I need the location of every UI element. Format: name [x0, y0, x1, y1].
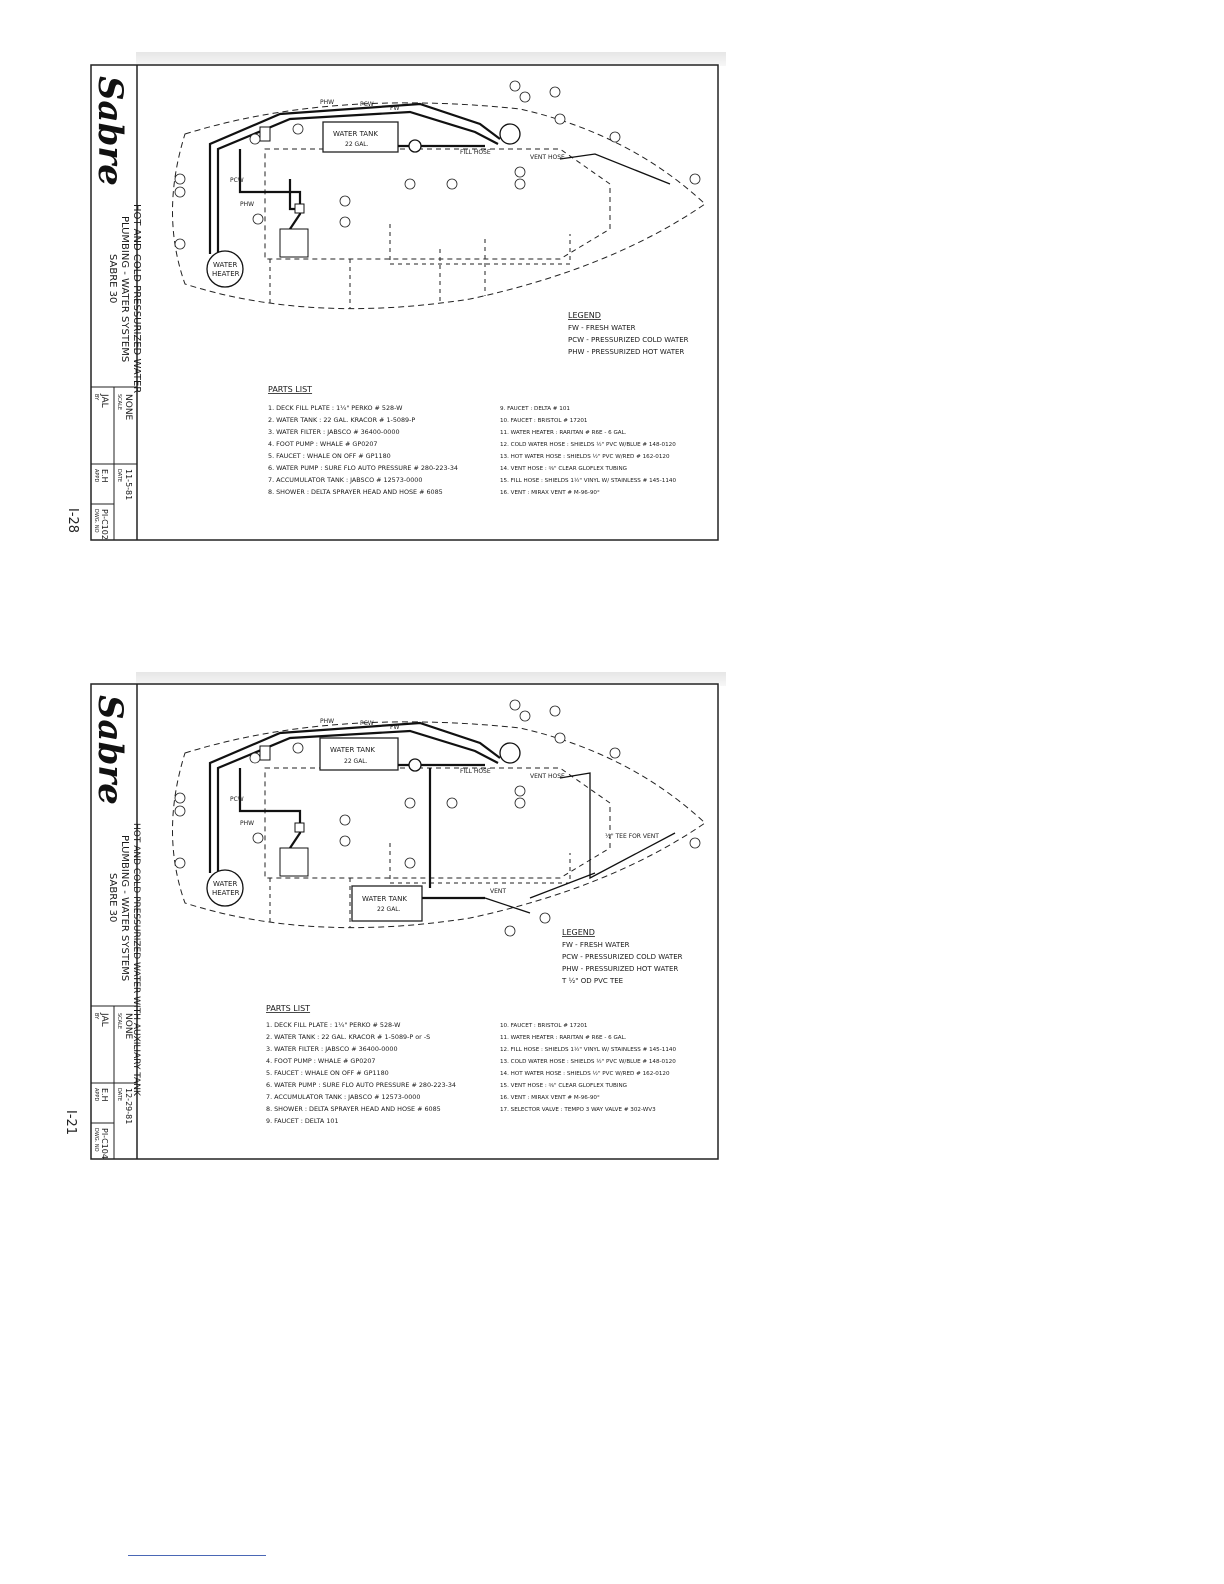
svg-text:22 GAL.: 22 GAL. — [344, 758, 368, 765]
part-item: 2. WATER TANK : 22 GAL. KRACOR # 1-5089-P — [268, 416, 416, 424]
part-item: 6. WATER PUMP : SURE FLO AUTO PRESSURE # 280-223-34 — [268, 464, 458, 472]
title-line-1: SABRE 30 — [107, 254, 118, 304]
svg-text:VENT: VENT — [490, 888, 507, 895]
svg-text:SCALE: SCALE — [116, 1013, 122, 1030]
svg-text:FILL HOSE: FILL HOSE — [460, 149, 491, 156]
part-item: 10. FAUCET : BRISTOL # 17201 — [500, 418, 588, 424]
svg-text:LEGEND: LEGEND — [562, 928, 595, 937]
svg-text:PARTS LIST: PARTS LIST — [268, 385, 313, 394]
svg-text:VENT HOSE: VENT HOSE — [530, 773, 565, 780]
svg-text:HEATER: HEATER — [212, 270, 240, 278]
water-heater-icon — [207, 251, 243, 287]
svg-text:DATE: DATE — [116, 1088, 122, 1102]
scale-value: NONE — [123, 1013, 133, 1040]
svg-text:DWG. NO: DWG. NO — [93, 509, 99, 533]
part-item: 11. WATER HEATER : RARITAN # R6E - 6 GAL. — [500, 430, 627, 436]
part-item: 16. VENT : MIRAX VENT # M-96-90° — [500, 490, 600, 496]
drawn-by: JAL — [99, 394, 109, 408]
drawn-by: JAL — [99, 1013, 109, 1027]
title-line-2: PLUMBING - WATER SYSTEMS — [119, 216, 130, 363]
part-item: 4. FOOT PUMP : WHALE # GP0207 — [266, 1057, 376, 1065]
svg-text:PCW: PCW — [360, 101, 374, 108]
svg-text:22 GAL.: 22 GAL. — [377, 906, 401, 913]
svg-text:PCW: PCW — [230, 796, 244, 803]
svg-text:WATER: WATER — [213, 880, 238, 888]
legend-item: PHW - PRESSURIZED HOT WATER — [562, 965, 679, 973]
title-line-1: SABRE 30 — [107, 873, 118, 923]
drawing-number: PI-C102 — [100, 509, 109, 540]
page-code: I-28 — [65, 508, 80, 534]
date-value: 12-29-81 — [124, 1088, 133, 1125]
svg-text:WATER TANK: WATER TANK — [330, 746, 375, 754]
title-line-3: HOT AND COLD PRESSURIZED WATER — [131, 204, 142, 394]
part-item: 12. FILL HOSE : SHIELDS 1½" VINYL W/ STAINLESS # 145-1140 — [500, 1047, 676, 1053]
filter-icon — [409, 140, 421, 152]
legend-item: T ½" OD PVC TEE — [562, 977, 624, 985]
legend-item: FW - FRESH WATER — [568, 324, 636, 332]
part-item: 1. DECK FILL PLATE : 1¼" PERKO # 528-W — [268, 404, 403, 412]
title-line-2: PLUMBING - WATER SYSTEMS — [119, 835, 130, 982]
legend-item: FW - FRESH WATER — [562, 941, 630, 949]
part-item: 12. COLD WATER HOSE : SHIELDS ½" PVC W/BLUE # 148-0120 — [500, 442, 676, 448]
svg-text:DWG. NO: DWG. NO — [93, 1128, 99, 1152]
svg-text:FW: FW — [390, 724, 400, 731]
drawing-number: PI-C104 — [100, 1128, 109, 1159]
water-heater-icon — [207, 870, 243, 906]
part-item: 9. FAUCET : DELTA 101 — [266, 1117, 339, 1125]
filter-icon — [409, 759, 421, 771]
svg-text:PHW: PHW — [240, 820, 255, 827]
part-item: 8. SHOWER : DELTA SPRAYER HEAD AND HOSE # 6085 — [268, 488, 443, 496]
deck-fill-icon — [500, 743, 520, 763]
scale-value: NONE — [123, 394, 133, 421]
svg-text:PHW: PHW — [320, 99, 335, 106]
svg-text:WATER: WATER — [213, 261, 238, 269]
svg-text:APPD: APPD — [93, 469, 99, 483]
svg-text:APPD: APPD — [93, 1088, 99, 1102]
part-item: 6. WATER PUMP : SURE FLO AUTO PRESSURE # 280-223-34 — [266, 1081, 456, 1089]
svg-text:FILL HOSE: FILL HOSE — [460, 768, 491, 775]
part-item: 8. SHOWER : DELTA SPRAYER HEAD AND HOSE # 6085 — [266, 1105, 441, 1113]
legend-item: PHW - PRESSURIZED HOT WATER — [568, 348, 685, 356]
part-item: 7. ACCUMULATOR TANK : JABSCO # 12573-0000 — [266, 1093, 421, 1101]
drawing-2-svg — [90, 683, 720, 1163]
brand-logo: Sabre — [90, 695, 130, 805]
part-item: 16. VENT : MIRAX VENT # M-96-90° — [500, 1095, 600, 1101]
foot-pump-icon — [295, 204, 304, 213]
approved-by: E.H — [100, 1088, 109, 1102]
legend-item: PCW - PRESSURIZED COLD WATER — [562, 953, 683, 961]
svg-text:LEGEND: LEGEND — [568, 311, 601, 320]
auxiliary-water-tank — [352, 886, 422, 921]
svg-text:WATER TANK: WATER TANK — [333, 130, 378, 138]
sink-icon — [280, 848, 308, 876]
part-item: 11. WATER HEATER : RARITAN # R6E - 6 GAL. — [500, 1035, 627, 1041]
part-item: 17. SELECTOR VALVE : TEMPO 3 WAY VALVE # 302-WV3 — [500, 1107, 656, 1113]
title-line-3: HOT AND COLD PRESSURIZED WATER WITH AUXILIARY TANK — [131, 823, 141, 1096]
part-item: 14. HOT WATER HOSE : SHIELDS ½" PVC W/RED # 162-0120 — [500, 1071, 670, 1077]
approved-by: E.H — [100, 469, 109, 483]
date-value: 11-5-81 — [124, 469, 133, 501]
part-item: 5. FAUCET : WHALE ON OFF # GP1180 — [268, 452, 391, 460]
svg-text:BY: BY — [93, 1013, 99, 1020]
svg-text:PARTS LIST: PARTS LIST — [266, 1004, 311, 1013]
accumulator-icon — [260, 746, 270, 760]
drawing-1-svg — [90, 64, 720, 544]
part-item: 13. COLD WATER HOSE : SHIELDS ½" PVC W/BLUE # 148-0120 — [500, 1059, 676, 1065]
part-item: 4. FOOT PUMP : WHALE # GP0207 — [268, 440, 378, 448]
svg-text:SCALE: SCALE — [116, 394, 122, 411]
svg-text:HEATER: HEATER — [212, 889, 240, 897]
part-item: 14. VENT HOSE : ⅜" CLEAR GLOFLEX TUBING — [500, 466, 628, 472]
svg-text:22 GAL.: 22 GAL. — [345, 141, 369, 148]
svg-text:PCW: PCW — [360, 720, 374, 727]
brand-logo: Sabre — [90, 76, 130, 186]
svg-text:DATE: DATE — [116, 469, 122, 483]
part-item: 15. FILL HOSE : SHIELDS 1½" VINYL W/ STAINLESS # 145-1140 — [500, 478, 676, 484]
part-item: 3. WATER FILTER : JABSCO # 36400-0000 — [266, 1045, 398, 1053]
page-code: I-21 — [63, 1110, 78, 1136]
svg-text:FW: FW — [390, 105, 400, 112]
plumbing-drawing-1 — [90, 64, 720, 544]
svg-text:VENT HOSE: VENT HOSE — [530, 154, 565, 161]
sink-icon — [280, 229, 308, 257]
part-item: 15. VENT HOSE : ⅜" CLEAR GLOFLEX TUBING — [500, 1083, 628, 1089]
part-item: 5. FAUCET : WHALE ON OFF # GP1180 — [266, 1069, 389, 1077]
part-item: 13. HOT WATER HOSE : SHIELDS ½" PVC W/RED # 162-0120 — [500, 454, 670, 460]
legend-item: PCW - PRESSURIZED COLD WATER — [568, 336, 689, 344]
footer-link-underline[interactable] — [128, 1555, 266, 1556]
svg-text:PHW: PHW — [320, 718, 335, 725]
svg-text:BY: BY — [93, 394, 99, 401]
svg-text:PCW: PCW — [230, 177, 244, 184]
part-item: 9. FAUCET : DELTA # 101 — [500, 406, 570, 412]
accumulator-icon — [260, 127, 270, 141]
part-item: 3. WATER FILTER : JABSCO # 36400-0000 — [268, 428, 400, 436]
svg-text:½" TEE FOR VENT: ½" TEE FOR VENT — [605, 833, 659, 840]
water-tank — [320, 738, 398, 770]
foot-pump-icon — [295, 823, 304, 832]
svg-text:PHW: PHW — [240, 201, 255, 208]
svg-text:WATER TANK: WATER TANK — [362, 895, 407, 903]
part-item: 2. WATER TANK : 22 GAL. KRACOR # 1-5089-P or -S — [266, 1033, 431, 1041]
deck-fill-icon — [500, 124, 520, 144]
part-item: 1. DECK FILL PLATE : 1¼" PERKO # 528-W — [266, 1021, 401, 1029]
part-item: 7. ACCUMULATOR TANK : JABSCO # 12573-0000 — [268, 476, 423, 484]
plumbing-drawing-2 — [90, 683, 720, 1163]
part-item: 10. FAUCET : BRISTOL # 17201 — [500, 1023, 588, 1029]
